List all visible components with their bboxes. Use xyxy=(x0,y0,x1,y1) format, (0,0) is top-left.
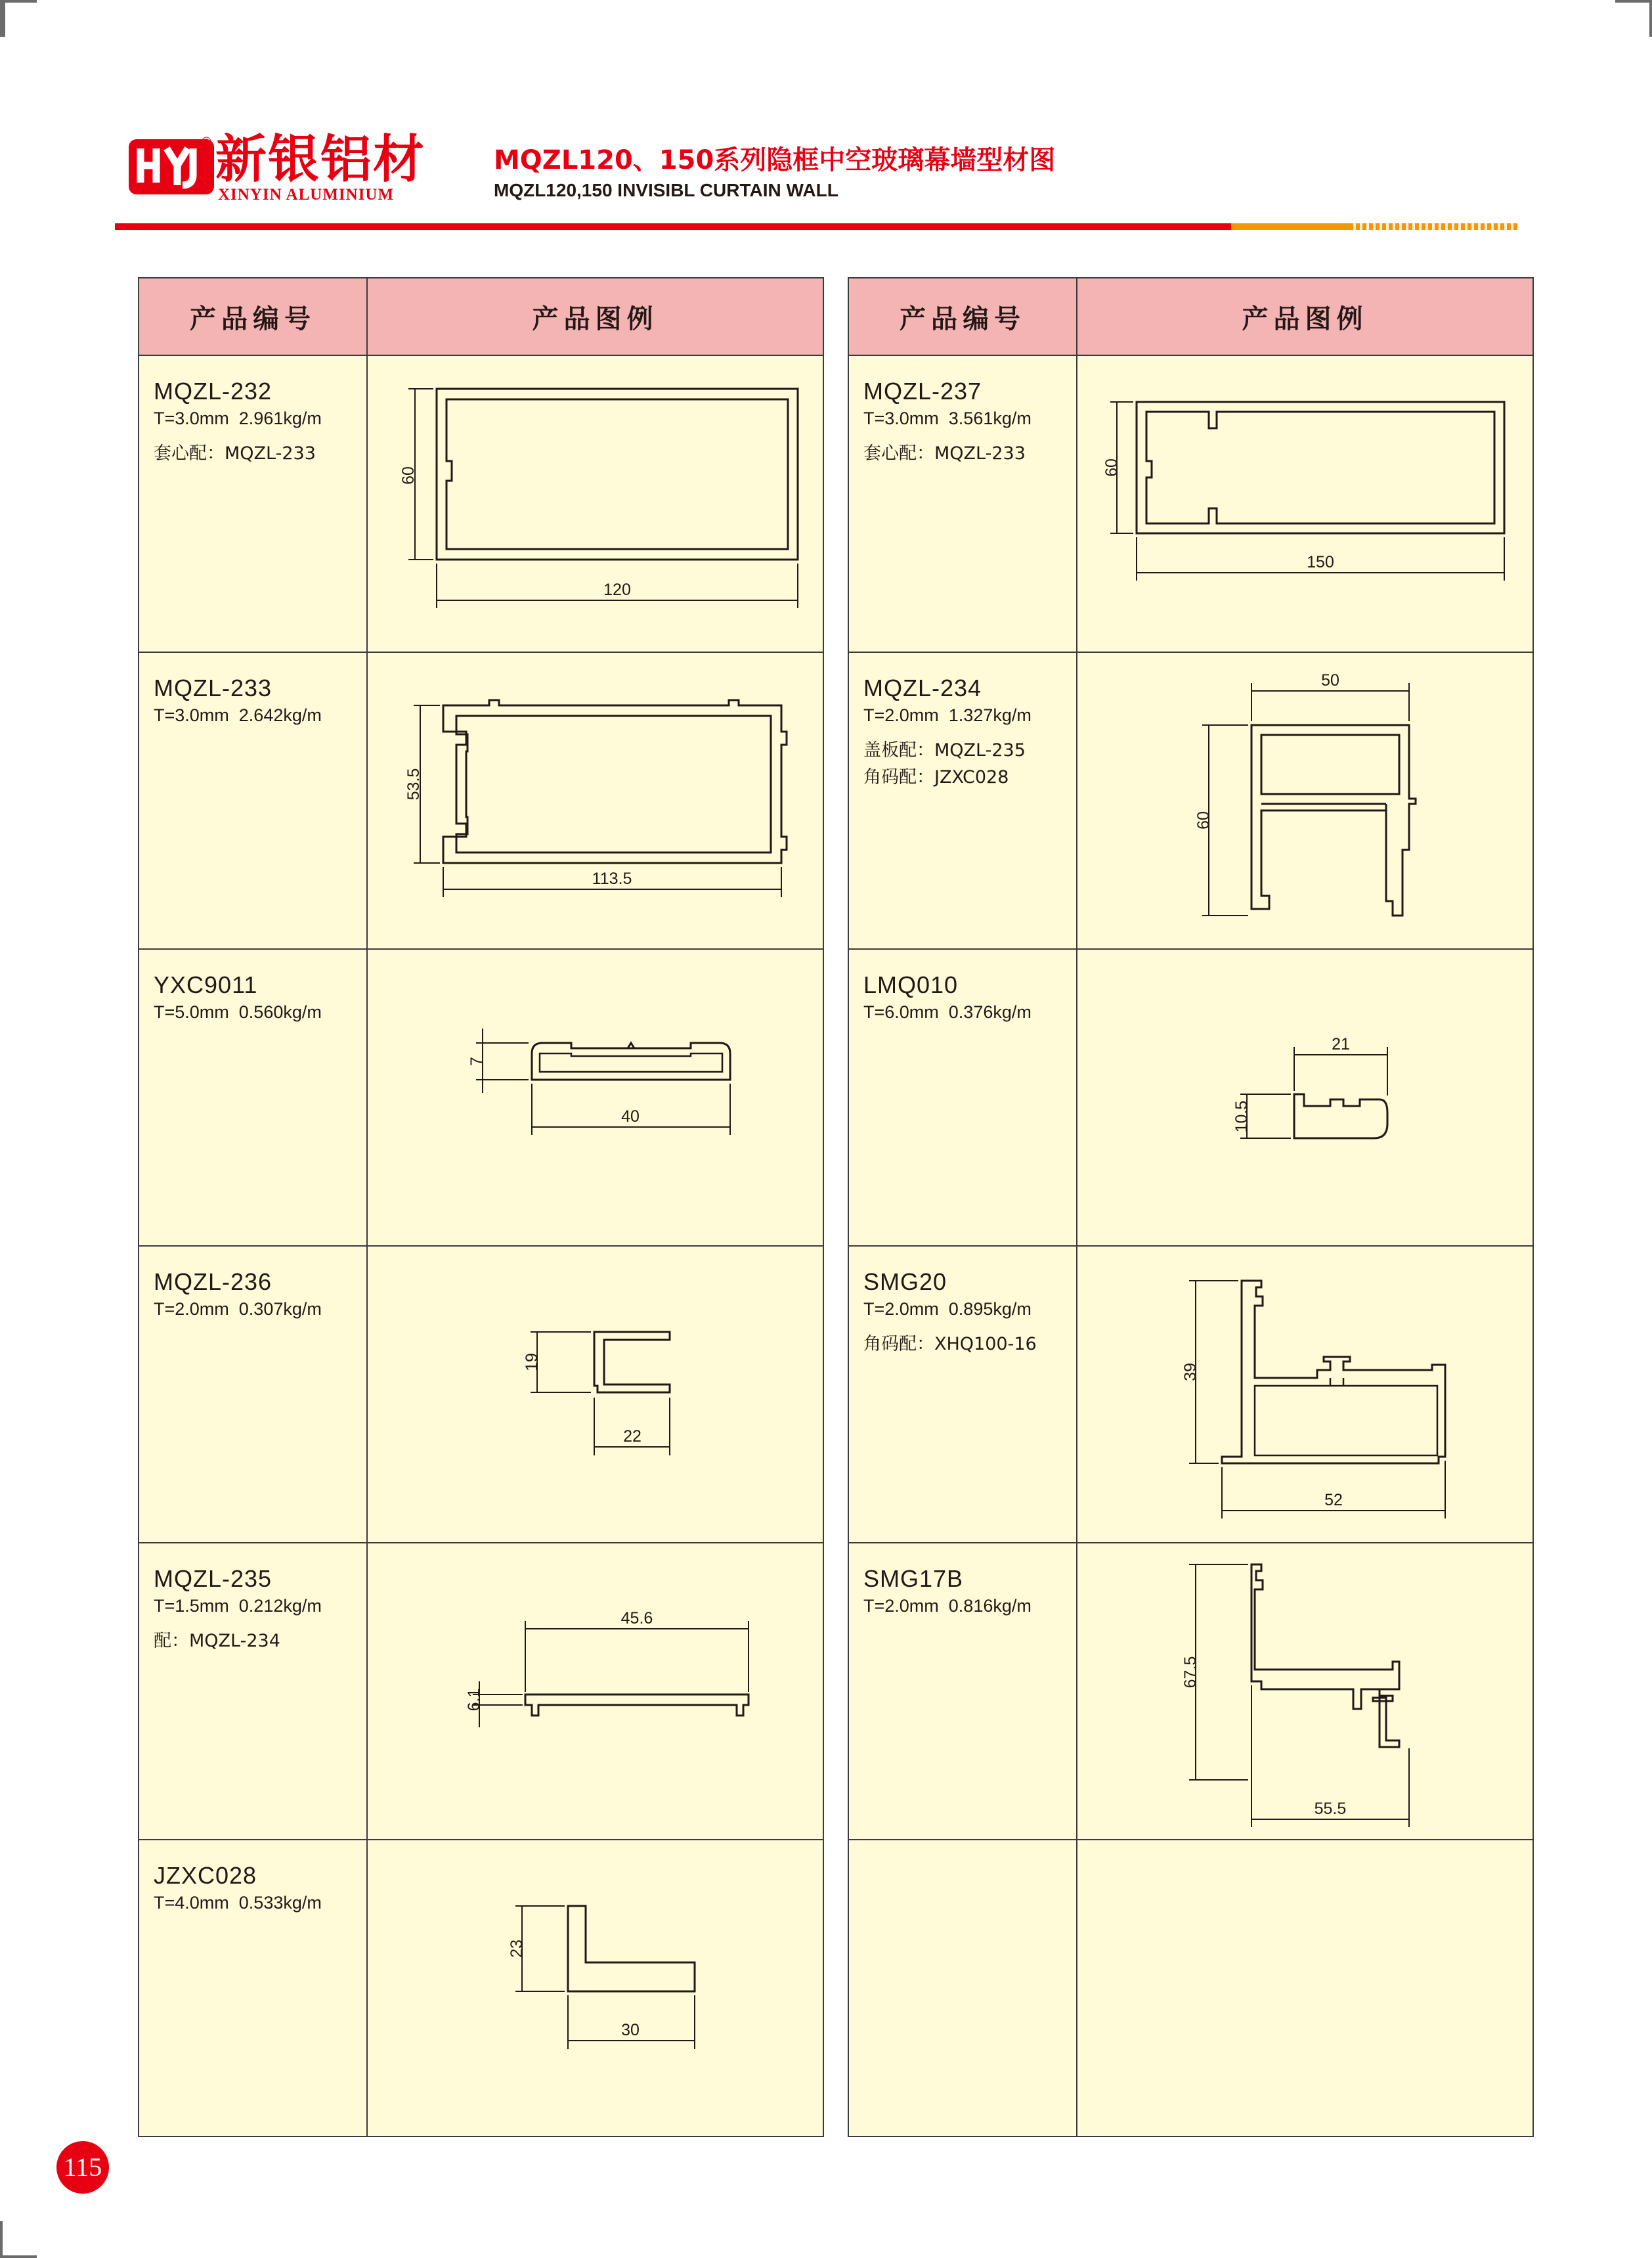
dimension-width: 21 xyxy=(1332,1035,1350,1053)
page-number: 115 xyxy=(56,2141,109,2194)
dimension-height: 39 xyxy=(1181,1363,1200,1381)
profile-drawing xyxy=(1077,653,1534,948)
dimension-width: 50 xyxy=(1321,671,1339,690)
product-spec: T=2.0mm 0.816kg/m xyxy=(863,1596,1032,1616)
product-figure xyxy=(1077,1246,1533,1543)
product-code: MQZL-236 xyxy=(154,1268,272,1295)
product-info xyxy=(848,1840,1077,2136)
product-table-left xyxy=(138,277,824,2137)
profile-drawing xyxy=(1077,950,1534,1245)
product-row xyxy=(848,949,1533,1246)
dimension-width: 120 xyxy=(603,581,631,599)
dimension-height: 60 xyxy=(1194,811,1213,830)
product-spec: T=3.0mm 3.561kg/m xyxy=(863,409,1032,428)
product-row xyxy=(848,652,1533,949)
product-row xyxy=(848,1246,1533,1543)
product-info xyxy=(139,1543,367,1840)
product-figure xyxy=(1077,652,1533,949)
product-code: MQZL-237 xyxy=(863,378,982,405)
dimension-width: 30 xyxy=(621,2021,640,2039)
product-code: YXC9011 xyxy=(154,971,258,998)
product-info xyxy=(848,949,1077,1246)
profile-drawing xyxy=(368,1840,825,2136)
profile-shape xyxy=(568,1906,695,1991)
product-code: MQZL-234 xyxy=(863,675,982,701)
dimension-width: 52 xyxy=(1324,1491,1343,1509)
registered-mark: ® xyxy=(202,135,211,150)
col-header-figure: 产品图例 xyxy=(1077,278,1533,355)
profile-drawing xyxy=(368,950,825,1245)
product-row xyxy=(848,355,1533,652)
product-code: SMG17B xyxy=(863,1565,964,1592)
product-info xyxy=(139,1246,367,1543)
product-spec: T=2.0mm 1.327kg/m xyxy=(863,705,1032,725)
product-code: MQZL-233 xyxy=(154,675,272,701)
dimension-height: 7 xyxy=(467,1057,486,1066)
product-row xyxy=(139,1840,823,2136)
profile-shape xyxy=(525,1694,749,1716)
crop-mark xyxy=(0,0,37,3)
product-row xyxy=(139,355,823,652)
profile-drawing xyxy=(368,653,825,948)
col-header-figure: 产品图例 xyxy=(367,278,823,355)
profile-drawing xyxy=(368,1543,825,1839)
product-spec: T=3.0mm 2.961kg/m xyxy=(154,409,322,428)
dimension-width: 55.5 xyxy=(1314,1800,1347,1818)
dimension-height: 10.5 xyxy=(1232,1100,1251,1133)
col-header-code: 产品编号 xyxy=(848,278,1077,355)
crop-mark xyxy=(1649,0,1652,37)
product-note: 角码配：JZXC028 xyxy=(863,767,1009,787)
product-figure xyxy=(367,652,823,949)
product-spec: T=6.0mm 0.376kg/m xyxy=(863,1002,1032,1022)
product-figure xyxy=(1077,355,1533,652)
product-table-right xyxy=(848,277,1534,2137)
profile-drawing xyxy=(1077,1543,1534,1839)
profile-drawing xyxy=(368,1247,825,1542)
product-code: SMG20 xyxy=(863,1268,947,1295)
profile-shape xyxy=(532,1043,730,1080)
product-row-empty xyxy=(848,1840,1533,2136)
product-info xyxy=(139,1840,367,2136)
dimension-height: 23 xyxy=(508,1939,526,1958)
product-code: JZXC028 xyxy=(154,1862,257,1889)
dimension-width: 45.6 xyxy=(620,1609,653,1627)
brand-name-cn: 新银铝材 xyxy=(215,130,426,189)
product-note: 套心配：MQZL-233 xyxy=(154,443,316,464)
profile-shape xyxy=(1251,1564,1399,1747)
product-info xyxy=(139,355,367,652)
header-rule-accent xyxy=(1231,223,1349,230)
dimension-width: 22 xyxy=(623,1427,641,1446)
product-info xyxy=(848,1246,1077,1543)
product-note: 角码配：XHQ100-16 xyxy=(863,1334,1037,1354)
product-spec: T=2.0mm 0.895kg/m xyxy=(863,1299,1032,1319)
product-info xyxy=(848,355,1077,652)
product-info xyxy=(848,652,1077,949)
dimension-height: 19 xyxy=(523,1353,541,1371)
dimension-height: 6.1 xyxy=(465,1688,483,1712)
crop-mark xyxy=(0,2221,3,2258)
header-rule xyxy=(115,223,1231,230)
dimension-height: 60 xyxy=(399,466,418,485)
product-row xyxy=(139,949,823,1246)
profile-drawing xyxy=(1077,1247,1534,1542)
col-header-code: 产品编号 xyxy=(139,278,367,355)
product-figure xyxy=(367,949,823,1246)
dimension-width: 150 xyxy=(1307,553,1334,571)
crop-mark xyxy=(1615,0,1652,3)
page-title: MQZL120、150系列隐框中空玻璃幕墙型材图 xyxy=(494,145,1056,175)
product-note: 盖板配：MQZL-235 xyxy=(863,740,1026,761)
product-figure xyxy=(367,1840,823,2136)
product-spec: T=2.0mm 0.307kg/m xyxy=(154,1299,322,1319)
product-code: MQZL-232 xyxy=(154,378,272,405)
brand-name-en: XINYIN ALUMINIUM xyxy=(218,186,395,204)
dimension-height: 67.5 xyxy=(1181,1656,1200,1689)
product-row xyxy=(848,1543,1533,1840)
product-figure xyxy=(1077,1840,1533,2136)
profile-drawing xyxy=(368,356,825,652)
profile-shape xyxy=(594,1332,670,1392)
dimension-height: 60 xyxy=(1102,458,1121,477)
product-figure xyxy=(367,1543,823,1840)
profile-drawing xyxy=(1077,356,1534,652)
product-row xyxy=(139,1246,823,1543)
product-figure xyxy=(1077,949,1533,1246)
product-spec: T=5.0mm 0.560kg/m xyxy=(154,1002,322,1022)
product-row xyxy=(139,652,823,949)
product-note: 配：MQZL-234 xyxy=(154,1631,280,1651)
product-spec: T=4.0mm 0.533kg/m xyxy=(154,1893,322,1913)
product-spec: T=1.5mm 0.212kg/m xyxy=(154,1596,322,1616)
product-info xyxy=(139,949,367,1246)
dimension-width: 113.5 xyxy=(592,870,632,888)
product-figure xyxy=(1077,1543,1533,1840)
header-rule-dashes xyxy=(1349,223,1517,230)
product-code: MQZL-235 xyxy=(154,1565,272,1592)
product-code: LMQ010 xyxy=(863,971,959,998)
product-info xyxy=(139,652,367,949)
product-row xyxy=(139,1543,823,1840)
page-subtitle: MQZL120,150 INVISIBL CURTAIN WALL xyxy=(494,180,838,200)
product-spec: T=3.0mm 2.642kg/m xyxy=(154,705,322,725)
crop-mark xyxy=(0,2255,37,2258)
dimension-width: 40 xyxy=(621,1107,640,1126)
crop-mark xyxy=(0,0,5,37)
product-figure xyxy=(367,1246,823,1543)
dimension-height: 53.5 xyxy=(404,768,423,801)
product-figure xyxy=(367,355,823,652)
profile-shape xyxy=(1294,1094,1387,1138)
product-note: 套心配：MQZL-233 xyxy=(863,443,1026,464)
product-info xyxy=(848,1543,1077,1840)
